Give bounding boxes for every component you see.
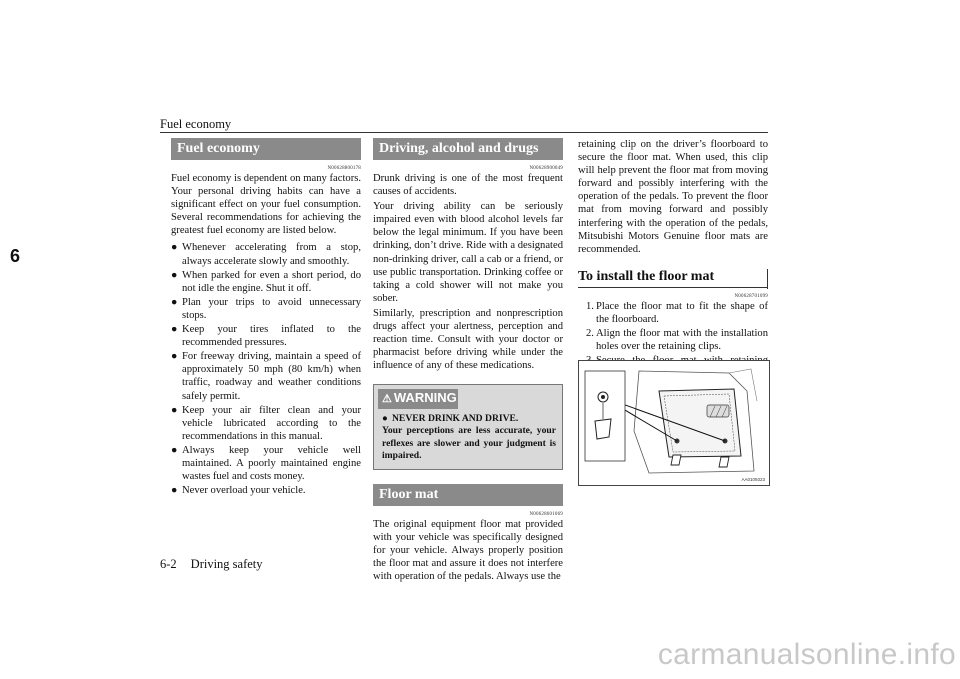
list-item: 2. Align the floor mat with the installation holes over the retaining clips. — [586, 328, 768, 353]
floor-mat-para: The original equipment floor mat provided with your vehicle was specifically designed for your vehicle. Always properly position the floor mat and assure it does not interfere with operation of the pedals. Always use the — [373, 518, 563, 582]
warning-label: ⚠ WARNING — [378, 389, 458, 408]
warning-title: ● NEVER DRINK AND DRIVE. — [382, 412, 519, 424]
floor-mat-illustration — [578, 360, 770, 486]
list-item: ● Keep your air filter clean and your vehicle lubricated according to the recommendations in this manual. — [171, 404, 361, 442]
page-footer — [160, 557, 263, 572]
list-item: ● Never overload your vehicle. — [171, 485, 306, 497]
floor-mat-continued: retaining clip on the driver’s floorboard to secure the floor mat. When used, this clip will help prevent the floor mat from moving forward and possibly interfering with the operation of the pedals. To prevent the floor mat from moving forward and possibly interfering with the operation of the pedals, Mitsubishi Motors Genuine floor mats are recommended. — [578, 139, 768, 255]
driving-alcohol-para-2: Your driving ability can be seriously impaired even with blood alcohol levels far below the legal minimum. If you have been drinking, don’t drive. Ride with a designated non-drinking driver, call a cab or a friend, or use public transportation. Drinking coffee or taking a cold shower will not make you sober. — [373, 201, 563, 304]
bullet-icon: ● — [382, 412, 388, 424]
bullet-icon: ● — [171, 324, 178, 336]
driving-alcohol-code: N00628900049 — [529, 166, 563, 171]
install-heading: To install the floor mat — [578, 266, 768, 288]
warning-triangle-icon: ⚠ — [382, 393, 392, 406]
bullet-icon: ● — [171, 404, 178, 416]
fuel-economy-heading: Fuel economy — [171, 138, 361, 160]
bullet-icon: ● — [171, 444, 178, 456]
list-item: ● Whenever accelerating from a stop, always accelerate slowly and smoothly. — [171, 242, 361, 267]
section-name: Driving safety — [190, 557, 263, 571]
list-item: ● For freeway driving, maintain a speed of approximately 50 mph (80 km/h) when traffic, roadway and weather conditions safely permit. — [171, 351, 361, 402]
column-3 — [578, 138, 768, 382]
list-item: ● Plan your trips to avoid unnecessary stops. — [171, 296, 361, 321]
warning-box — [373, 384, 563, 469]
chapter-tab: 6 — [0, 245, 36, 267]
header-rule — [160, 132, 768, 133]
warning-body — [374, 413, 562, 463]
fuel-tips-list — [171, 241, 361, 497]
install-code: N00628701099 — [734, 293, 768, 299]
column-1 — [171, 138, 361, 498]
floor-mat-code: N00628601069 — [529, 511, 563, 517]
bullet-icon: ● — [171, 351, 178, 363]
floor-mat-drawing — [579, 361, 769, 485]
fuel-economy-intro: Fuel economy is dependent on many factors. Your personal driving habits can have a significant effect on your fuel consumption. Several recommendations for achieving the greatest fuel economy are listed below. — [171, 173, 361, 237]
driving-alcohol-para-1: Drunk driving is one of the most frequent causes of accidents. — [373, 173, 563, 198]
running-header: Fuel economy — [160, 117, 232, 131]
bullet-icon: ● — [171, 485, 178, 497]
driving-alcohol-heading: Driving, alcohol and drugs — [373, 138, 563, 160]
list-item: 1. Place the floor mat to fit the shape of the floorboard. — [586, 300, 768, 326]
list-item: ● Keep your tires inflated to the recommended pressures. — [171, 324, 361, 349]
watermark: carmanualsonline.info — [657, 638, 956, 671]
bullet-icon: ● — [171, 296, 178, 308]
bullet-icon: ● — [171, 269, 178, 281]
list-item: ● Always keep your vehicle well maintained. A poorly maintained engine wastes fuel and costs money. — [171, 444, 361, 483]
floor-mat-heading: Floor mat — [373, 484, 563, 506]
list-item: ● When parked for even a short period, do not idle the engine. Shut it off. — [171, 269, 361, 294]
heading-rule-end — [767, 269, 768, 289]
column-2 — [373, 138, 563, 585]
figure-code: AA0109323 — [741, 477, 765, 482]
driving-alcohol-para-3: Similarly, prescription and nonprescription drugs affect your alertness, perception and reaction time. Consult with your doctor or pharmacist before driving while under the influence of any of these medications. — [373, 307, 563, 372]
warning-text: Your perceptions are less accurate, your reflexes are slower and your judgment is impaired. — [382, 425, 556, 461]
fuel-economy-code: N00628800178 — [327, 166, 361, 171]
page-number: 6-2 — [160, 557, 177, 571]
bullet-icon: ● — [171, 242, 178, 254]
